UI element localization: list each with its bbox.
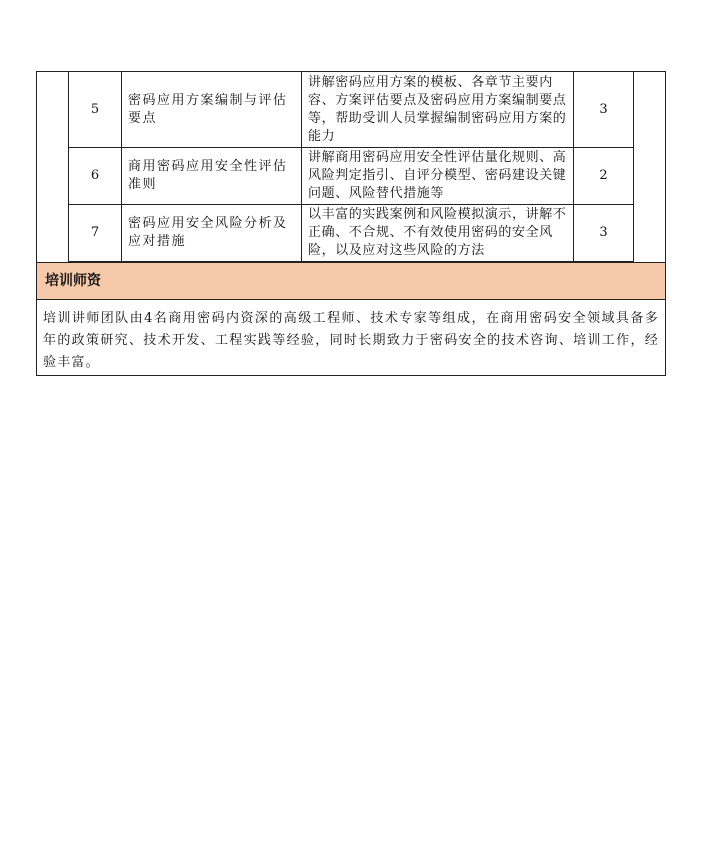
course-title: 商用密码应用安全性评估准则 bbox=[122, 148, 302, 205]
course-title: 密码应用方案编制与评估要点 bbox=[122, 72, 302, 148]
row-number: 5 bbox=[69, 72, 122, 148]
table-row bbox=[69, 205, 634, 262]
course-description: 讲解商用密码应用安全性评估量化规则、高风险判定指引、自评分模型、密码建设关键问题、风险替代措施等 bbox=[302, 148, 574, 205]
section-body: 培训讲师团队由4名商用密码内资深的高级工程师、技术专家等组成，在商用密码安全领域具备多年的政策研究、技术开发、工程实践等经验，同时长期致力于密码安全的技术咨询、培训工作，经验丰富。 bbox=[43, 311, 659, 370]
course-hours: 2 bbox=[574, 148, 634, 205]
section-header: 培训师资 bbox=[37, 262, 665, 300]
course-table bbox=[68, 71, 634, 262]
course-title: 密码应用安全风险分析及应对措施 bbox=[122, 205, 302, 262]
course-hours: 3 bbox=[574, 205, 634, 262]
row-number: 6 bbox=[69, 148, 122, 205]
course-description: 讲解密码应用方案的模板、各章节主要内容、方案评估要点及密码应用方案编制要点等，帮助受训人员掌握编制密码应用方案的能力 bbox=[302, 72, 574, 148]
row-number: 7 bbox=[69, 205, 122, 262]
table-row bbox=[69, 72, 634, 148]
course-description: 以丰富的实践案例和风险模拟演示，讲解不正确、不合规、不有效使用密码的安全风险，以及应对这些风险的方法 bbox=[302, 205, 574, 262]
table-row bbox=[69, 148, 634, 205]
course-hours: 3 bbox=[574, 72, 634, 148]
